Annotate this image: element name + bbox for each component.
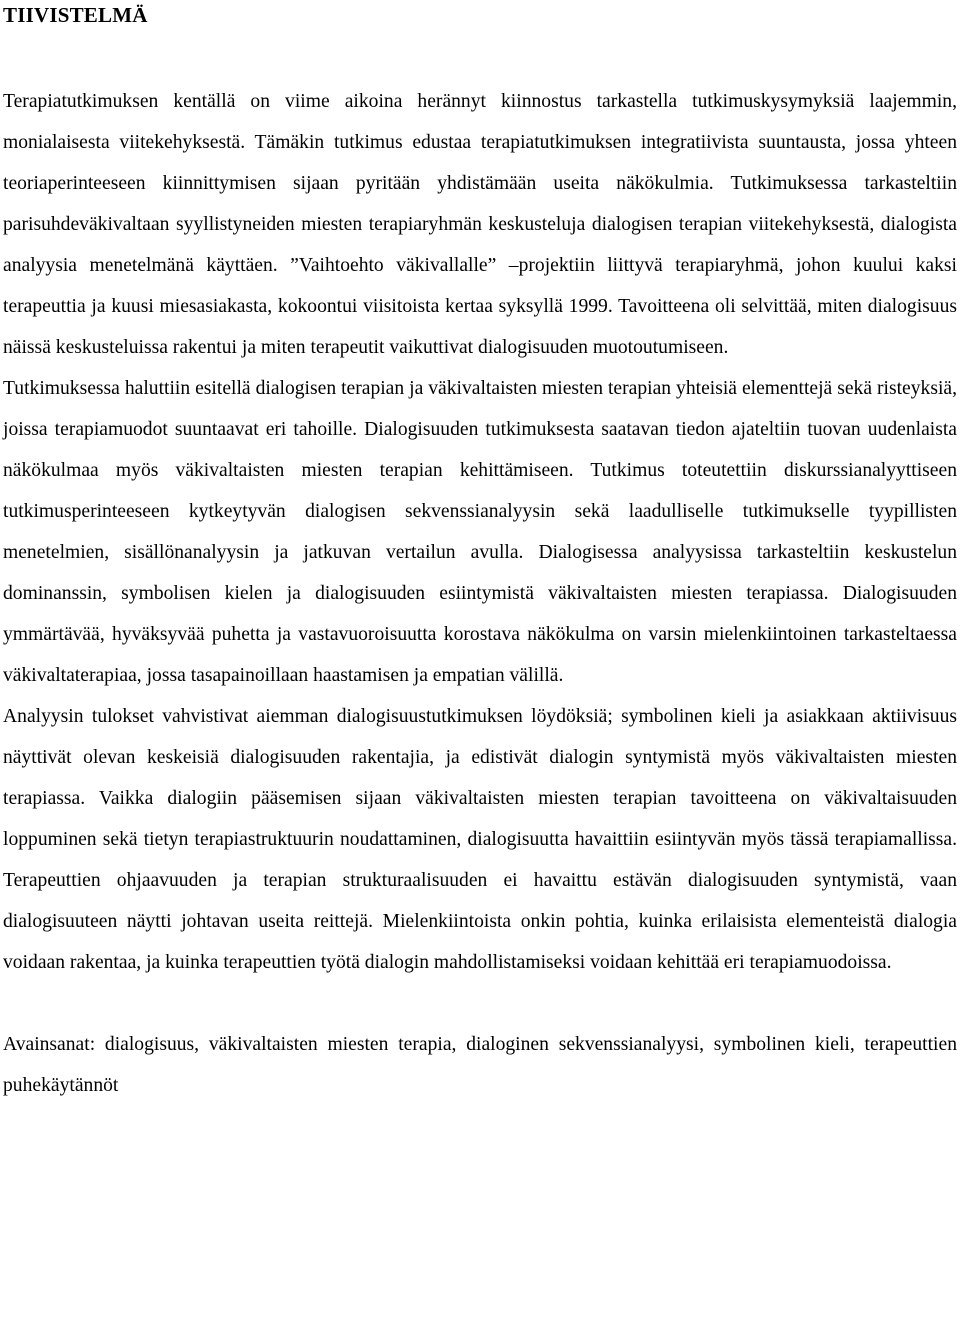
page-title: TIIVISTELMÄ xyxy=(3,3,148,27)
abstract-paragraph-3: Analyysin tulokset vahvistivat aiemman dialogisuustutkimuksen löydöksiä; symbolinen kieli ja asiakkaan aktiivisuus näyttivät olevan keskeisiä dialogisuuden rakentajia, ja edistivät dialogin syntymistä myös väkivaltaisten miesten terapiassa. Vaikka dialogiin pääsemisen sijaan väkivaltaisten miesten terapian tavoitteena on väkivaltaisuuden loppuminen sekä tietyn terapiastruktuurin noudattaminen, dialogisuutta havaittiin esiintyvän myös tässä terapiamallissa. Terapeuttien ohjaavuuden ja terapian strukturaalisuuden ei havaittu estävän dialogisuuden syntymistä, vaan dialogisuuteen näytti johtavan useita reittejä. Mielenkiintoista onkin pohtia, kuinka erilaisista elementeistä dialogia voidaan rakentaa, ja kuinka terapeuttien työtä dialogin mahdollistamiseksi voidaan kehittää eri terapiamuodoissa. xyxy=(3,706,957,973)
document-page xyxy=(3,0,957,1106)
abstract-paragraph-1: Terapiatutkimuksen kentällä on viime aikoina herännyt kiinnostus tarkastella tutkimuskysymyksiä laajemmin, monialaisesta viitekehyksestä. Tämäkin tutkimus edustaa terapiatutkimuksen integratiivista suuntausta, jossa yhteen teoriaperinteeseen kiinnittymisen sijaan pyritään yhdistämään useita näkökulmia. Tutkimuksessa tarkasteltiin parisuhdeväkivaltaan syyllistyneiden miesten terapiaryhmän keskusteluja dialogisen terapian viitekehyksestä, dialogista analyysia menetelmänä käyttäen. ”Vaihtoehto väkivallalle” –projektiin liittyvä terapiaryhmä, johon kuului kaksi terapeuttia ja kuusi miesasiakasta, kokoontui viisitoista kertaa syksyllä 1999. Tavoitteena oli selvittää, miten dialogisuus näissä keskusteluissa rakentui ja miten terapeutit vaikuttivat dialogisuuden muotoutumiseen. xyxy=(3,91,957,358)
abstract-paragraph-2: Tutkimuksessa haluttiin esitellä dialogisen terapian ja väkivaltaisten miesten terapian yhteisiä elementtejä sekä risteyksiä, joissa terapiamuodot suuntaavat eri tahoille. Dialogisuuden tutkimuksesta saatavan tiedon ajateltiin tuovan uudenlaista näkökulmaa myös väkivaltaisten miesten terapian kehittämiseen. Tutkimus toteutettiin diskurssianalyyttiseen tutkimusperinteeseen kytkeytyvän dialogisen sekvenssianalyysin sekä laadulliselle tutkimukselle tyypillisten menetelmien, sisällönanalyysin ja jatkuvan vertailun avulla. Dialogisessa analyysissa tarkasteltiin keskustelun dominanssin, symbolisen kielen ja dialogisuuden esiintymistä väkivaltaisten miesten terapiassa. Dialogisuuden ymmärtävää, hyväksyvää puhetta ja vastavuoroisuutta korostava näkökulma on varsin mielenkiintoinen tarkasteltaessa väkivaltaterapiaa, jossa tasapainoillaan haastamisen ja empatian välillä. xyxy=(3,378,957,686)
keywords: Avainsanat: dialogisuus, väkivaltaisten miesten terapia, dialoginen sekvenssianalyysi, symbolinen kieli, terapeuttien puhekäytännöt xyxy=(3,1034,957,1096)
